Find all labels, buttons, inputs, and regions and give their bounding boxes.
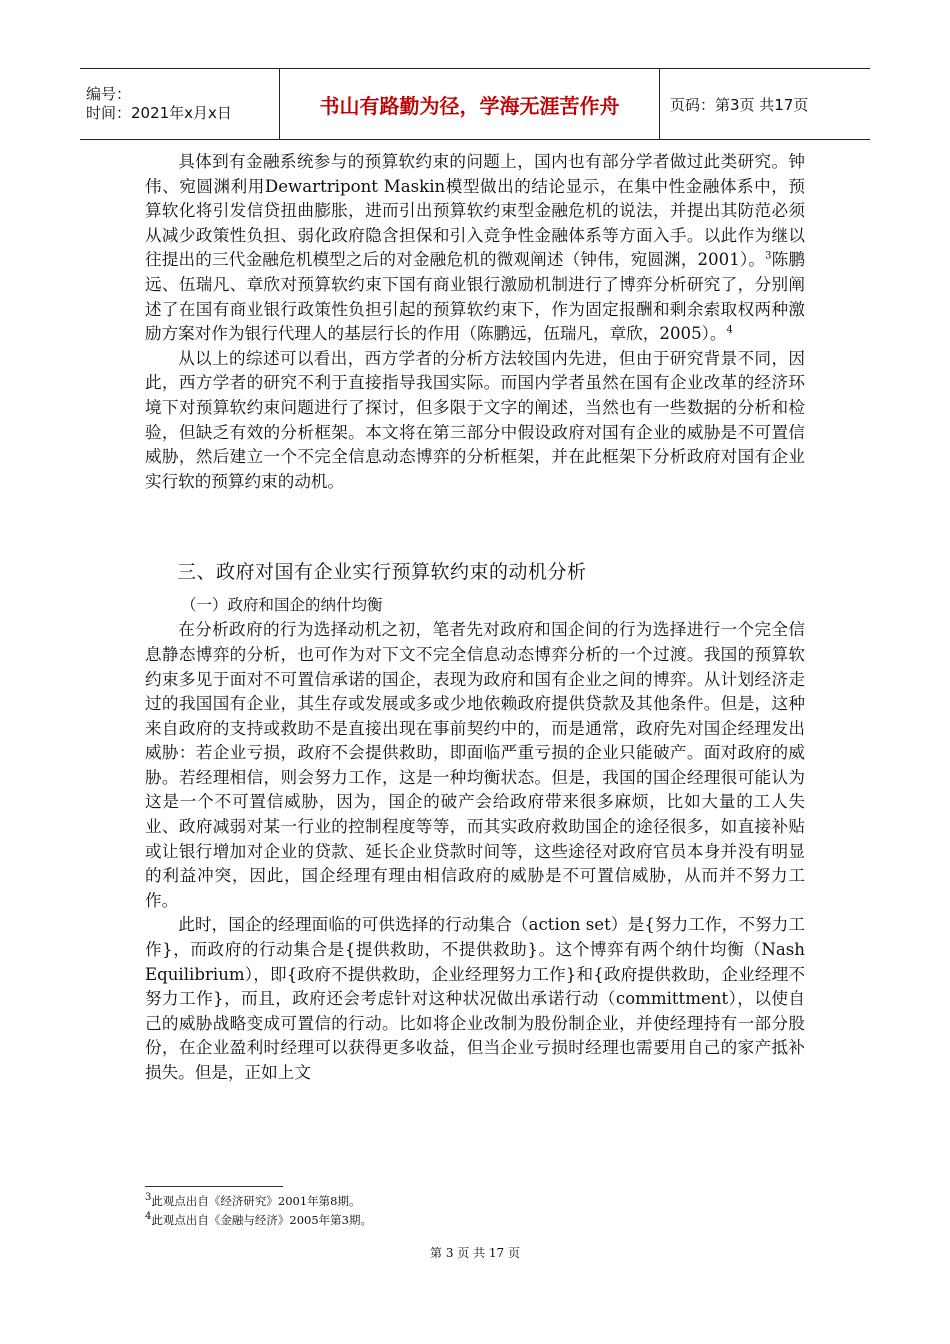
paragraph-1-text-a: 具体到有金融系统参与的预算软约束的问题上，国内也有部分学者做过此类研究。钟伟、宛圆渊利用Dewartripont Maskin模型做出的结论显示，在集中性金融体系中，预算软化将引发信贷扭曲膨胀，进而引出预算软约束型金融危机的说法，并提出其防范必须从减少政策性负担、弱化政府隐含担保和引入竞争性金融体系等方面入手。以此作为继以往提出的三代金融危机模型之后的对金融危机的微观阐述（钟伟，宛圆渊，2001）。 [145, 152, 805, 270]
paragraph-1-text-b: 陈鹏远、伍瑞凡、章欣对预算软约束下国有商业银行激励机制进行了博弈分析研究了，分别阐述了在国有商业银行政策性负担引起的预算软约束下，作为固定报酬和剩余索取权两种激励方案对作为银行代理人的基层行长的作用（陈鹏远，伍瑞凡，章欣，2005）。 [145, 250, 806, 344]
paragraph-2: 从以上的综述可以看出，西方学者的分析方法较国内先进，但由于研究背景不同，因此，西方学者的研究不利于直接指导我国实际。而国内学者虽然在国有企业改革的经济环境下对预算软约束问题进行了探讨，但多限于文字的阐述，当然也有一些数据的分析和检验，但缺乏有效的分析框架。本文将在第三部分中假设政府对国有企业的威胁是不可置信威胁，然后建立一个不完全信息动态博弈的分析框架，并在此框架下分析政府对国有企业实行软的预算约束的动机。 [145, 348, 805, 491]
footnote-item [145, 1192, 372, 1211]
subsection-heading: （一）政府和国企的纳什均衡 [181, 596, 383, 615]
footnote-text: 此观点出自《经济研究》2001年第8期。 [151, 1194, 361, 1208]
section-heading: 三、政府对国有企业实行预算软约束的动机分析 [177, 561, 587, 584]
document-body [145, 150, 805, 1086]
footnote-text: 此观点出自《金融与经济》2005年第3期。 [151, 1213, 372, 1227]
paragraph-4: 此时，国企的经理面临的可供选择的行动集合（action set）是{努力工作，不努力工作}，而政府的行动集合是{提供救助，不提供救助}。这个博弈有两个纳什均衡（Nash Equilibrium），即{政府不提供救助，企业经理努力工作}和{政府提供救助，企业经理不努力工作}，而且，政府还会考虑针对这种状况做出承诺行动（committment），以使自己的威胁战略变成可置信的行动。比如将企业改制为股份制企业，并使经理持有一部分股份，在企业盈利时经理可以获得更多收益，但当企业亏损时经理也需要用自己的家产抵补损失。但是，正如上文 [145, 915, 805, 1082]
document-number-label: 编号： [86, 85, 132, 103]
document-date-label: 时间：2021年x月x日 [86, 104, 232, 122]
page-header [80, 68, 870, 140]
paragraph-3: 在分析政府的行为选择动机之初，笔者先对政府和国企间的行为选择进行一个完全信息静态博弈的分析，也可作为对下文不完全信息动态博弈分析的一个过渡。我国的预算软约束多见于面对不可置信承诺的国企，表现为政府和国有企业之间的博弈。从计划经济走过的我国国有企业，其生存或发展或多或少地依赖政府提供贷款及其他条件。但是，这种来自政府的支持或救助不是直接出现在事前契约中的，而是通常，政府先对国企经理发出威胁：若企业亏损，政府不会提供救助，即面临严重亏损的企业只能破产。面对政府的威胁。若经理相信，则会努力工作，这是一种均衡状态。但是，我国的国企经理很可能认为这是一个不可置信威胁，因为，国企的破产会给政府带来很多麻烦，比如大量的工人失业、政府减弱对某一行业的控制程度等等，而其实政府救助国企的途径很多，如直接补贴或让银行增加对企业的贷款、延长企业贷款时间等，这些途径对政府官员本身并没有明显的利益冲突，因此，国企经理有理由相信政府的威胁是不可置信威胁，从而并不努力工作。 [145, 620, 805, 910]
header-motto: 书山有路勤为径，学海无涯苦作舟 [280, 69, 660, 139]
page-footer: 第 3 页 共 17 页 [430, 1246, 520, 1260]
footnote-mark: 4 [145, 1211, 152, 1223]
footnote-ref-4: 4 [726, 324, 733, 336]
footnote-mark: 3 [145, 1192, 152, 1204]
footnote-item [145, 1211, 372, 1230]
footnote-ref-3: 3 [765, 250, 772, 262]
header-page-indicator: 页码：第3页 共17页 [670, 95, 809, 114]
footnote-separator [145, 1186, 283, 1187]
header-meta [80, 69, 280, 139]
footnotes [145, 1192, 372, 1230]
paragraph-1 [145, 150, 805, 347]
